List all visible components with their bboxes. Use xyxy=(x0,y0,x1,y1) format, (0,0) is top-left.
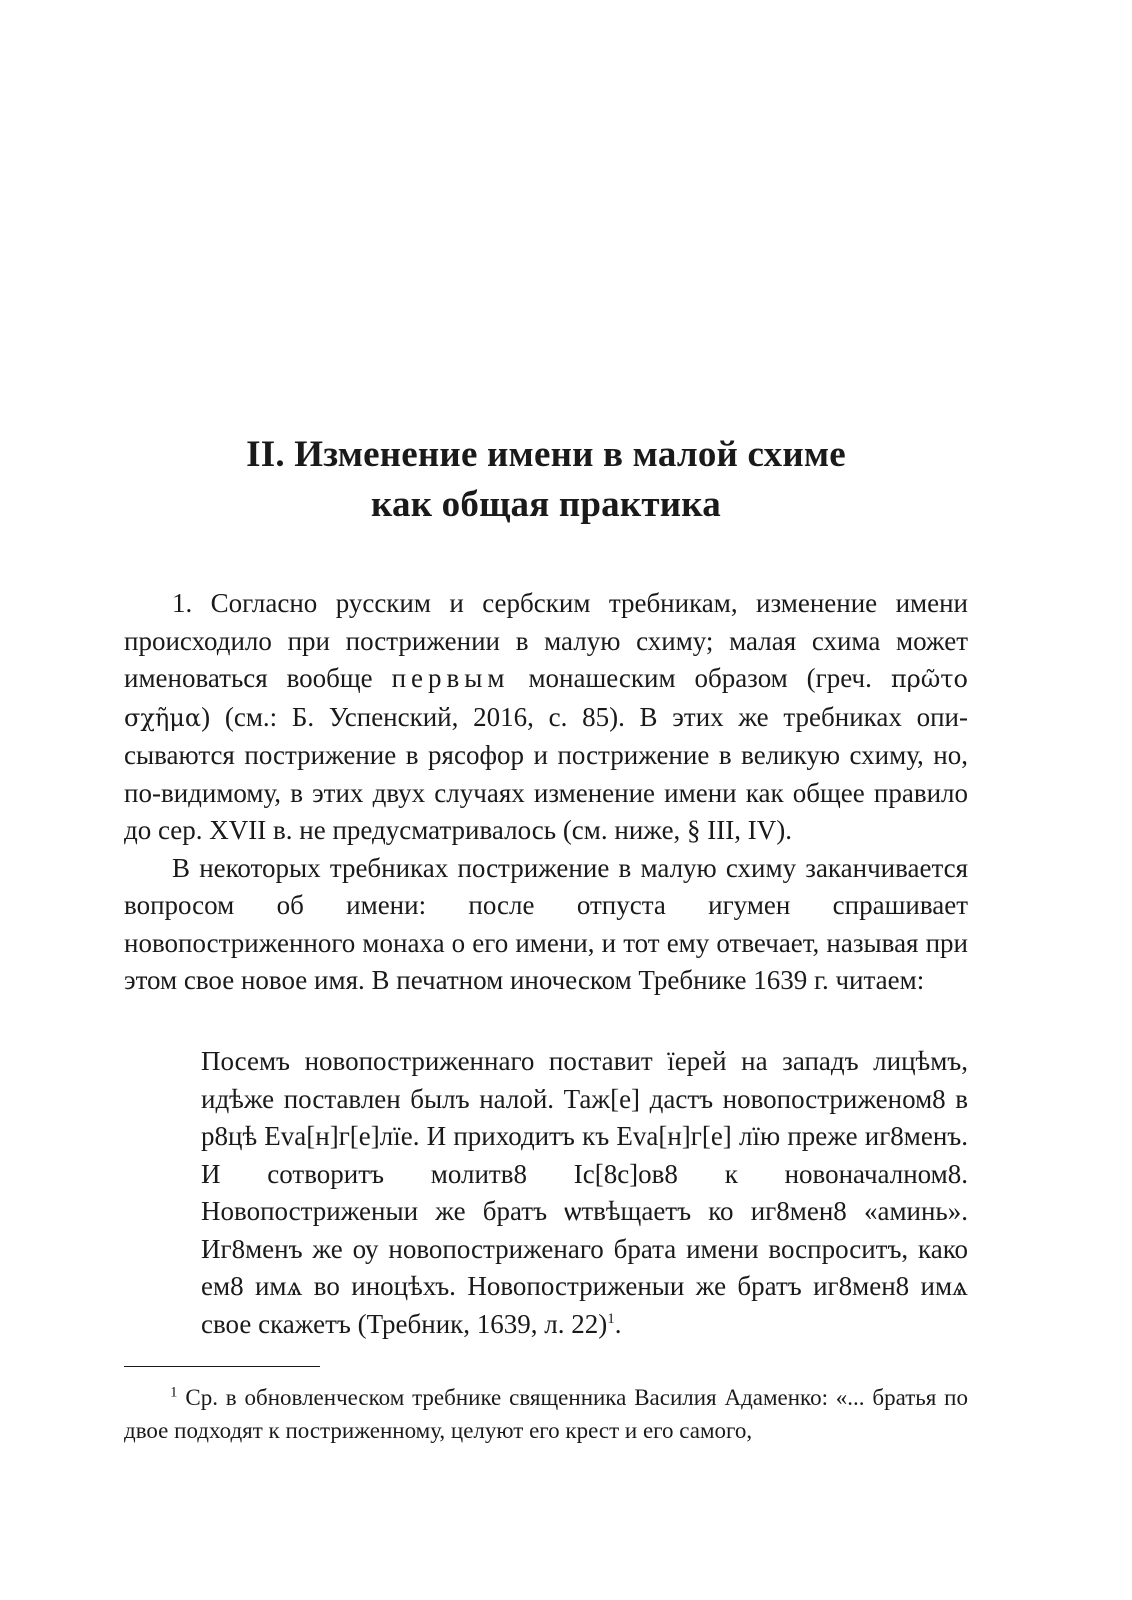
block-quote xyxy=(201,1043,968,1343)
block-quote-end: . xyxy=(614,1308,622,1339)
paragraph-2: В некоторых требниках пострижение в малую схиму заканчивается вопросом об имени: после отпуста игумен спрашивает новопостриженного монаха о его имени, и тот ему отвечает, называя при этом свое новое имя. В печатном иноческом Требнике 1639 г. читаем: xyxy=(124,852,968,995)
paragraph-1 xyxy=(124,585,968,850)
block-quote-text: Посемъ новопостриженнаго поставит ïерей на западъ лицѣмъ, идѣже поставлен былъ налой. Таж[е] дастъ новопостриженом8 в р8цѣ Eva[н]г[е]лïе. И приходитъ къ Eva[н]г[е] лïю преже иг8менъ. И сотворитъ молитв8 Iс[8с]ов8 к новоначалном8. Новопостриженыи же братъ ѡтвѣщаетъ ко иг8мен8 «аминь». Иг8менъ же оу новопостриженаго брата имени воспроситъ, како ем8 имѧ во иноцѣхъ. Новопостриженыи же братъ иг8мен8 имѧ свое скажетъ (Требник, 1639, л. 22) xyxy=(201,1046,968,1339)
paragraph-1-text-a: 1. Согласно русским и сербским требникам, изменение имени происходило при пострижении в малую схиму; малая схима может именоваться вообще xyxy=(124,588,968,693)
footnote xyxy=(124,1381,968,1447)
footnote-reference[interactable]: 1 xyxy=(607,1310,615,1327)
chapter-title xyxy=(124,430,968,530)
footnote-text: Ср. в обновленческом требнике священника Василия Адаменко: «... братья по двое подходят к постриженному, целуют его крест и его самого, xyxy=(124,1385,968,1443)
chapter-title-line1: II. Изменение имени в малой схиме xyxy=(246,434,846,475)
footnote-number: 1 xyxy=(170,1384,178,1401)
paragraph-1-text-c: ) (см.: Б. Успенский, 2016, с. 85). В этих же требниках описываются пострижение в рясофор и пострижение в великую схиму, но, по-видимому, в этих двух случаях изменение имени как общее правило до сер. XVII в. не предусматривалось (см. ниже, § III, IV). xyxy=(124,701,968,845)
paragraph-1-greek: πρῶτο σχῆμα xyxy=(124,665,968,732)
chapter-title-line2: как общая практика xyxy=(371,484,721,525)
paragraph-1-emphasis: первым xyxy=(391,663,510,693)
paragraph-1-text-b: монашеским образом (греч. xyxy=(509,663,891,693)
footnote-divider xyxy=(124,1366,320,1367)
body-text xyxy=(124,585,968,1000)
